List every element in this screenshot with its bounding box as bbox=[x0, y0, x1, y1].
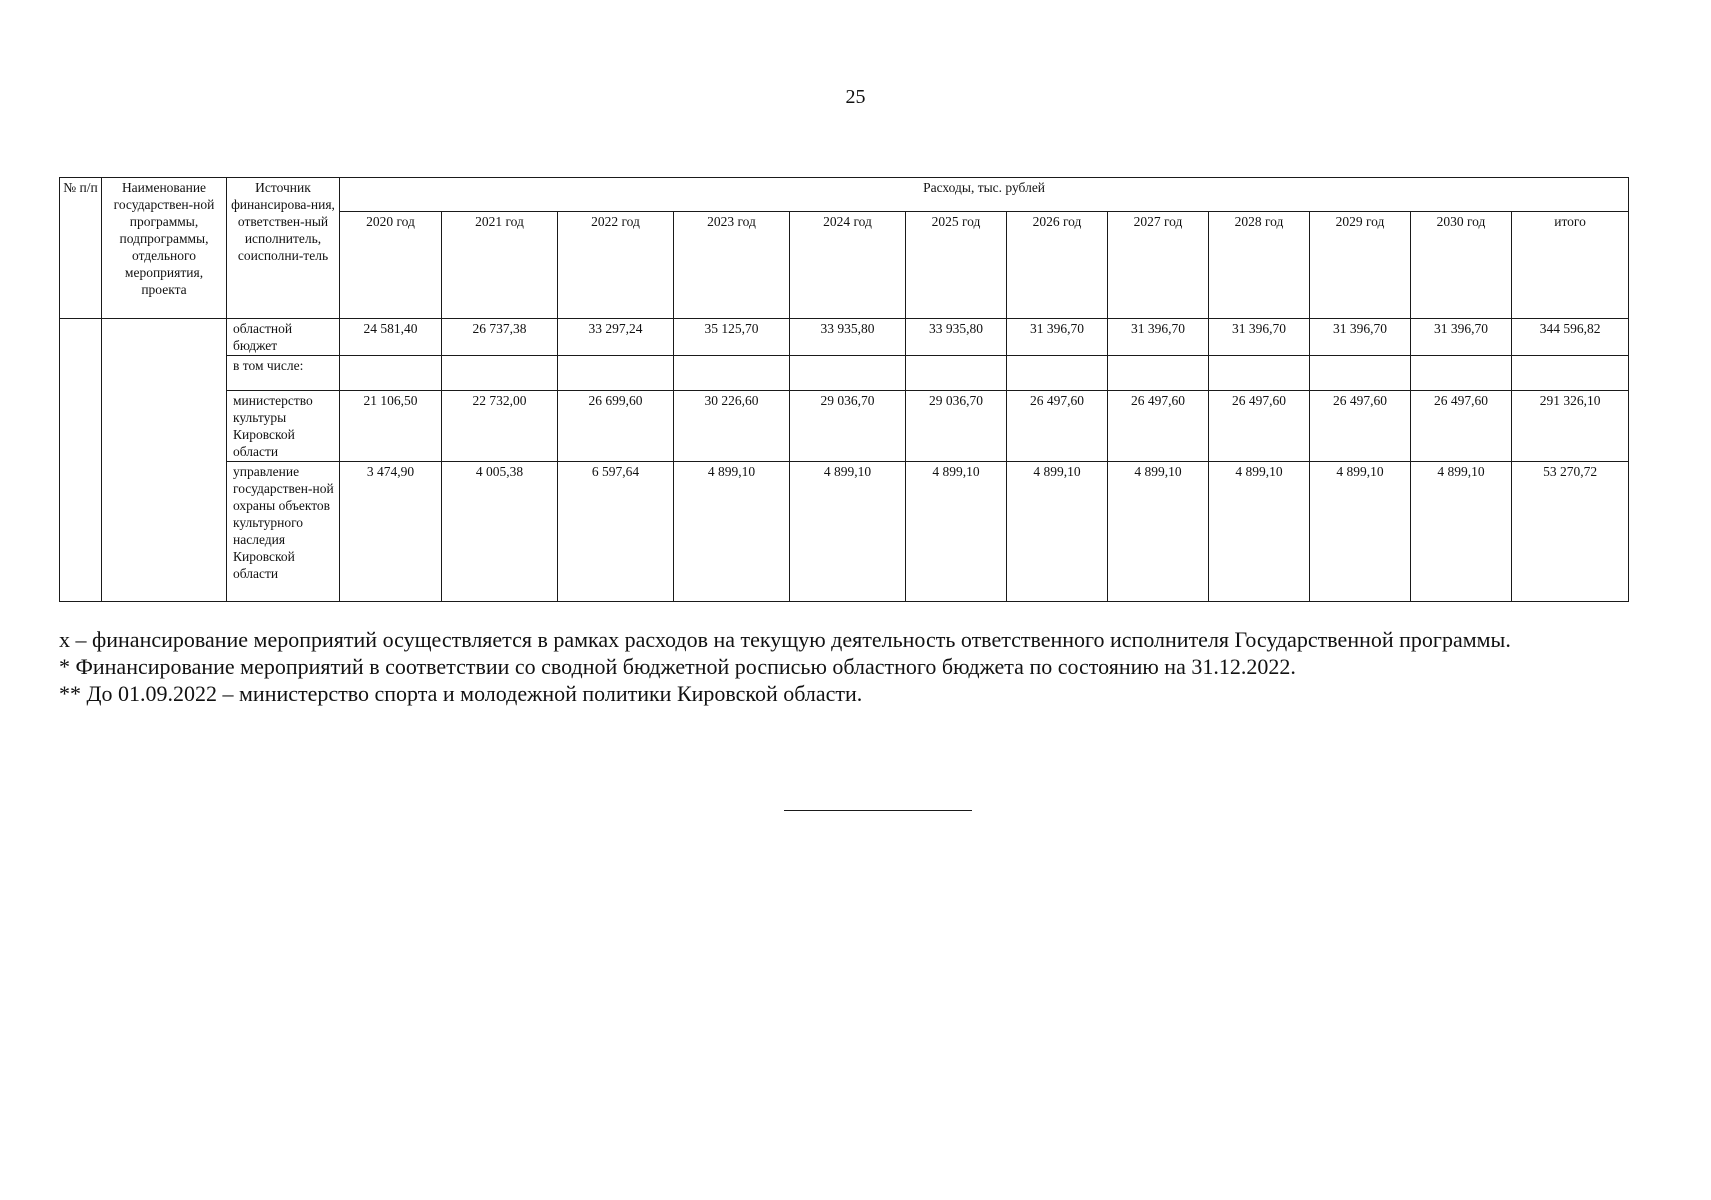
cell-value: 4 899,10 bbox=[674, 462, 790, 602]
footnote-x: х – финансирование мероприятий осуществляется в рамках расходов на текущую деятельность ответственного исполнителя Государственной программы. bbox=[59, 627, 1511, 652]
cell-value: 24 581,40 bbox=[340, 319, 442, 356]
cell-value: 26 737,38 bbox=[442, 319, 558, 356]
cell-value bbox=[558, 356, 674, 391]
cell-value: 6 597,64 bbox=[558, 462, 674, 602]
header-year: 2022 год bbox=[558, 212, 674, 319]
cell-total: 344 596,82 bbox=[1512, 319, 1629, 356]
header-year: 2020 год bbox=[340, 212, 442, 319]
cell-total bbox=[1512, 356, 1629, 391]
cell-value: 4 899,10 bbox=[1108, 462, 1209, 602]
cell-value: 29 036,70 bbox=[790, 391, 906, 462]
cell-value: 33 935,80 bbox=[906, 319, 1007, 356]
cell-value: 26 699,60 bbox=[558, 391, 674, 462]
cell-value: 26 497,60 bbox=[1411, 391, 1512, 462]
cell-name-empty bbox=[102, 319, 227, 602]
cell-value: 4 899,10 bbox=[1209, 462, 1310, 602]
cell-value bbox=[790, 356, 906, 391]
cell-value: 22 732,00 bbox=[442, 391, 558, 462]
header-year: 2026 год bbox=[1007, 212, 1108, 319]
cell-value: 29 036,70 bbox=[906, 391, 1007, 462]
cell-value bbox=[1411, 356, 1512, 391]
cell-value: 31 396,70 bbox=[1108, 319, 1209, 356]
cell-value: 4 005,38 bbox=[442, 462, 558, 602]
header-year: 2030 год bbox=[1411, 212, 1512, 319]
cell-value: 21 106,50 bbox=[340, 391, 442, 462]
cell-value: 26 497,60 bbox=[1007, 391, 1108, 462]
cell-source: областной бюджет bbox=[227, 319, 340, 356]
header-year: 2028 год bbox=[1209, 212, 1310, 319]
header-year: 2023 год bbox=[674, 212, 790, 319]
cell-value: 31 396,70 bbox=[1411, 319, 1512, 356]
header-row-1 bbox=[60, 178, 1629, 212]
cell-value bbox=[906, 356, 1007, 391]
cell-source: в том числе: bbox=[227, 356, 340, 391]
cell-value bbox=[442, 356, 558, 391]
cell-value: 33 935,80 bbox=[790, 319, 906, 356]
cell-source: управление государствен-ной охраны объектов культурного наследия Кировской области bbox=[227, 462, 340, 602]
cell-value: 30 226,60 bbox=[674, 391, 790, 462]
cell-value bbox=[1007, 356, 1108, 391]
cell-value bbox=[1108, 356, 1209, 391]
table-row bbox=[60, 319, 1629, 356]
cell-value: 4 899,10 bbox=[1411, 462, 1512, 602]
header-year: 2025 год bbox=[906, 212, 1007, 319]
cell-value: 31 396,70 bbox=[1007, 319, 1108, 356]
end-rule-divider bbox=[784, 810, 972, 811]
cell-value: 31 396,70 bbox=[1209, 319, 1310, 356]
footnotes bbox=[59, 626, 1627, 707]
cell-value bbox=[1209, 356, 1310, 391]
footnote-double-star: ** До 01.09.2022 – министерство спорта и молодежной политики Кировской области. bbox=[59, 681, 863, 706]
table-row bbox=[60, 462, 1629, 602]
cell-source: министерство культуры Кировской области bbox=[227, 391, 340, 462]
page-number: 25 bbox=[845, 86, 866, 108]
header-year: 2021 год bbox=[442, 212, 558, 319]
cell-value bbox=[1310, 356, 1411, 391]
header-year: 2024 год bbox=[790, 212, 906, 319]
cell-num-empty bbox=[60, 319, 102, 602]
budget-table bbox=[59, 177, 1629, 602]
cell-value: 35 125,70 bbox=[674, 319, 790, 356]
cell-value: 4 899,10 bbox=[1310, 462, 1411, 602]
cell-value bbox=[340, 356, 442, 391]
header-total: итого bbox=[1512, 212, 1629, 319]
cell-value: 26 497,60 bbox=[1310, 391, 1411, 462]
header-year: 2027 год bbox=[1108, 212, 1209, 319]
cell-value: 4 899,10 bbox=[1007, 462, 1108, 602]
cell-value: 4 899,10 bbox=[906, 462, 1007, 602]
cell-value bbox=[674, 356, 790, 391]
cell-value: 31 396,70 bbox=[1310, 319, 1411, 356]
table-row bbox=[60, 391, 1629, 462]
cell-value: 3 474,90 bbox=[340, 462, 442, 602]
header-name: Наименование государствен-ной программы, подпрограммы, отдельного мероприятия, проекта bbox=[102, 178, 227, 319]
cell-total: 291 326,10 bbox=[1512, 391, 1629, 462]
cell-value: 33 297,24 bbox=[558, 319, 674, 356]
cell-value: 26 497,60 bbox=[1108, 391, 1209, 462]
footnote-star: * Финансирование мероприятий в соответствии со сводной бюджетной росписью областного бюджета по состоянию на 31.12.2022. bbox=[59, 654, 1296, 679]
table-row bbox=[60, 356, 1629, 391]
header-num: № п/п bbox=[60, 178, 102, 319]
cell-total: 53 270,72 bbox=[1512, 462, 1629, 602]
header-year: 2029 год bbox=[1310, 212, 1411, 319]
cell-value: 26 497,60 bbox=[1209, 391, 1310, 462]
header-source: Источник финансирова-ния, ответствен-ный исполнитель, соисполни-тель bbox=[227, 178, 340, 319]
cell-value: 4 899,10 bbox=[790, 462, 906, 602]
header-expenses: Расходы, тыс. рублей bbox=[340, 178, 1629, 212]
